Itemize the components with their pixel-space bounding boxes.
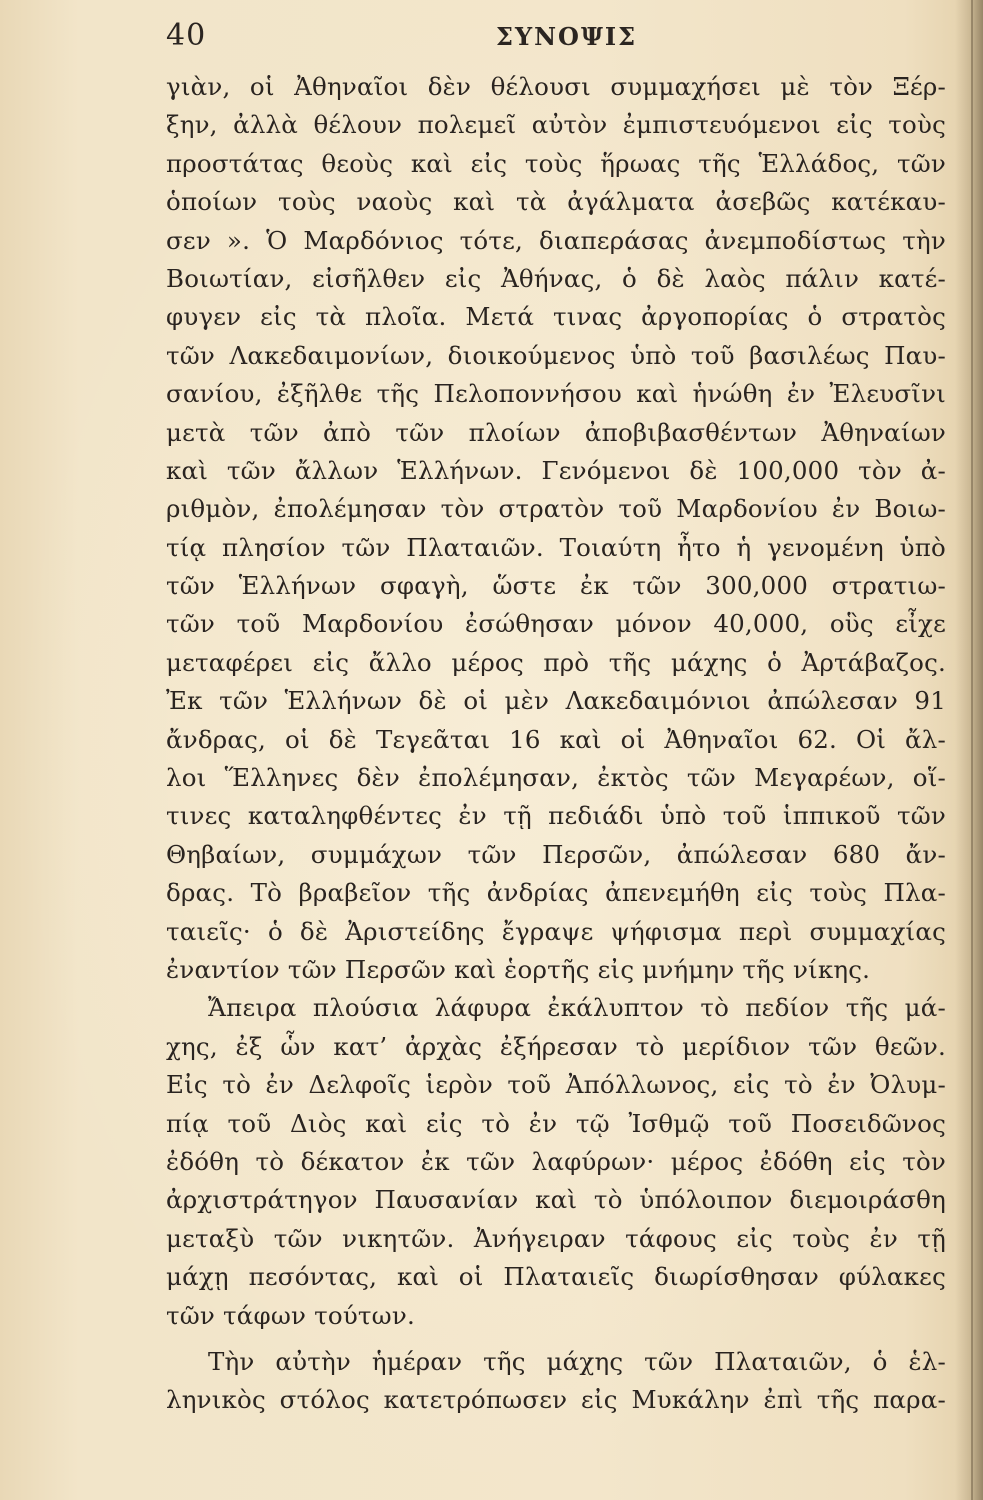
page-number: 40 (166, 18, 207, 53)
text-line: μετὰ τῶν ἀπὸ τῶν πλοίων ἀποβιβασθέντων Ἀθηναίων (166, 417, 946, 447)
text-line: χης, ἐξ ὧν κατ’ ἀρχὰς ἐξήρεσαν τὸ μερίδιον τῶν θεῶν. (166, 1031, 946, 1061)
text-line: καὶ τῶν ἄλλων Ἑλλήνων. Γενόμενοι δὲ 100,000 τὸν ἀ- (166, 455, 946, 485)
text-line: τῶν τάφων τούτων. (166, 1300, 415, 1330)
text-line: φυγεν εἰς τὰ πλοῖα. Μετά τινας ἀργοπορίας ὁ στρατὸς (166, 302, 946, 332)
text-line: τίᾳ πλησίον τῶν Πλαταιῶν. Τοιαύτη ἦτο ἡ γενομένη ὑπὸ (166, 532, 946, 562)
text-line: σανίου, ἐξῆλθε τῆς Πελοποννήσου καὶ ἡνώθη ἐν Ἐλευσῖνι (166, 379, 946, 409)
text-line: ταιεῖς· ὁ δὲ Ἀριστείδης ἔγραψε ψήφισμα περὶ συμμαχίας (166, 916, 946, 946)
paragraph-3 (166, 1343, 946, 1420)
text-line: μεταξὺ τῶν νικητῶν. Ἀνήγειραν τάφους εἰς τοὺς ἐν τῇ (166, 1223, 946, 1253)
text-line: Θηβαίων, συμμάχων τῶν Περσῶν, ἀπώλεσαν 680 ἄν- (166, 839, 946, 869)
text-line: προστάτας θεοὺς καὶ εἰς τοὺς ἥρωας τῆς Ἑλλάδος, τῶν (166, 148, 946, 178)
page-edge-line (971, 0, 973, 1500)
text-line: πίᾳ τοῦ Διὸς καὶ εἰς τὸ ἐν τῷ Ἰσθμῷ τοῦ Ποσειδῶνος (166, 1108, 946, 1138)
text-line: μάχῃ πεσόντας, καὶ οἱ Πλαταιεῖς διωρίσθησαν φύλακες (166, 1262, 946, 1292)
text-line: δρας. Τὸ βραβεῖον τῆς ἀνδρίας ἀπενεμήθη εἰς τοὺς Πλα- (166, 878, 946, 908)
text-line: σεν ». Ὁ Μαρδόνιος τότε, διαπεράσας ἀνεμποδίστως τὴν (166, 225, 946, 255)
text-line: τῶν Λακεδαιμονίων, διοικούμενος ὑπὸ τοῦ βασιλέως Παυ- (166, 340, 946, 370)
page-header (166, 18, 946, 58)
text-body (166, 68, 946, 1420)
paragraph-gap (166, 1335, 946, 1343)
text-line: ἐδόθη τὸ δέκατον ἐκ τῶν λαφύρων· μέρος ἐδόθη εἰς τὸν (166, 1146, 946, 1176)
text-line: ὁποίων τοὺς ναοὺς καὶ τὰ ἀγάλματα ἀσεβῶς κατέκαυ- (166, 187, 946, 217)
text-line: λοι Ἕλληνες δὲν ἐπολέμησαν, ἐκτὸς τῶν Μεγαρέων, οἵ- (166, 763, 946, 793)
page-edge-shadow (955, 0, 983, 1500)
text-line: μεταφέρει εἰς ἄλλο μέρος πρὸ τῆς μάχης ὁ Ἀρτάβαζος. (166, 647, 946, 677)
text-line: γιὰν, οἱ Ἀθηναῖοι δὲν θέλουσι συμμαχήσει μὲ τὸν Ξέρ- (166, 72, 946, 101)
text-line: Ἐκ τῶν Ἑλλήνων δὲ οἱ μὲν Λακεδαιμόνιοι ἀπώλεσαν 91 (166, 686, 946, 716)
text-line: ριθμὸν, ἐπολέμησαν τὸν στρατὸν τοῦ Μαρδονίου ἐν Βοιω- (166, 494, 946, 524)
text-line: ληνικὸς στόλος κατετρόπωσεν εἰς Μυκάλην ἐπὶ τῆς παρα- (166, 1385, 946, 1415)
text-line: Βοιωτίαν, εἰσῆλθεν εἰς Ἀθήνας, ὁ δὲ λαὸς πάλιν κατέ- (166, 263, 946, 293)
text-line: ξην, ἀλλὰ θέλουν πολεμεῖ αὐτὸν ἐμπιστευόμενοι εἰς τοὺς (166, 110, 946, 140)
text-line: Ἄπειρα πλούσια λάφυρα ἐκάλυπτον τὸ πεδίον τῆς μά- (208, 993, 946, 1023)
paragraph-1 (166, 68, 946, 989)
text-line: τινες καταληφθέντες ἐν τῇ πεδιάδι ὑπὸ τοῦ ἱππικοῦ τῶν (166, 801, 946, 831)
text-line: ἐναντίον τῶν Περσῶν καὶ ἑορτῆς εἰς μνήμην τῆς νίκης. (166, 954, 871, 984)
running-title: ΣΥΝΟΨΙΣ (496, 22, 638, 51)
text-line: τῶν Ἑλλήνων σφαγὴ, ὥστε ἐκ τῶν 300,000 στρατιω- (166, 571, 946, 601)
text-line: Εἰς τὸ ἐν Δελφοῖς ἱερὸν τοῦ Ἀπόλλωνος, εἰς τὸ ἐν Ὀλυμ- (166, 1070, 946, 1100)
paragraph-2 (166, 989, 946, 1335)
text-line: Τὴν αὐτὴν ἡμέραν τῆς μάχης τῶν Πλαταιῶν, ὁ ἑλ- (208, 1346, 946, 1376)
text-line: ἄνδρας, οἱ δὲ Τεγεᾶται 16 καὶ οἱ Ἀθηναῖοι 62. Οἱ ἄλ- (166, 724, 946, 754)
text-line: τῶν τοῦ Μαρδονίου ἐσώθησαν μόνον 40,000, οὓς εἶχε (166, 609, 946, 639)
text-line: ἀρχιστράτηγον Παυσανίαν καὶ τὸ ὑπόλοιπον διεμοιράσθη (166, 1185, 946, 1215)
